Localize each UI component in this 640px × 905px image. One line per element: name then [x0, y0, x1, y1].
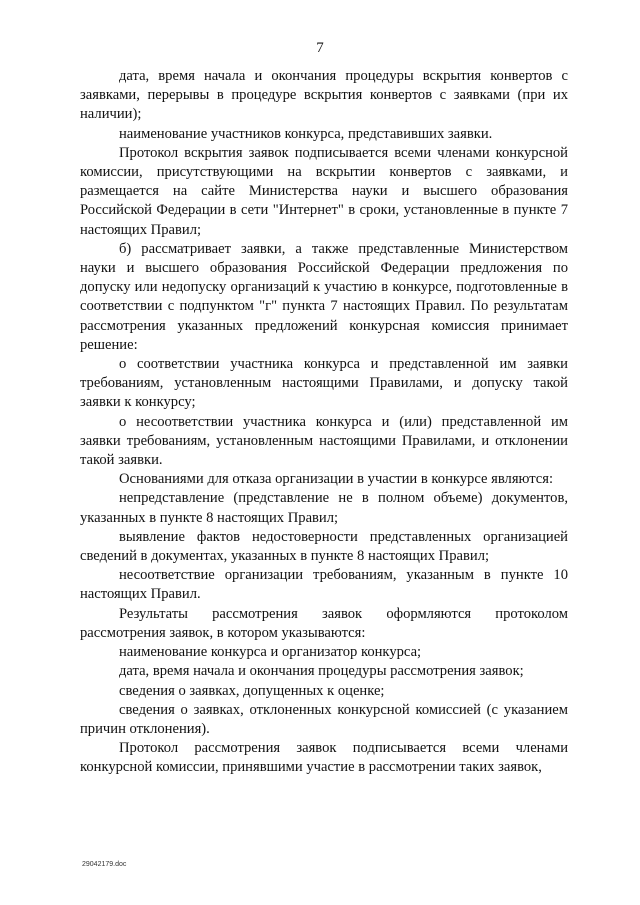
paragraph: непредставление (представление не в полном объеме) документов, указанных в пункте 8 настоящих Правил;: [80, 490, 568, 526]
paragraph: выявление фактов недостоверности представленных организацией сведений в документах, указанных в пункте 8 настоящих Правил;: [80, 528, 568, 565]
paragraph: Основаниями для отказа организации в участии в конкурсе являются:: [119, 471, 554, 488]
paragraph: сведения о заявках, допущенных к оценке;: [119, 682, 385, 699]
paragraph: несоответствие организации требованиям, указанным в пункте 10 настоящих Правил.: [80, 567, 568, 603]
paragraph: дата, время начала и окончания процедуры вскрытия конвертов с заявками, перерывы в процедуре вскрытия конвертов с заявками (при их наличии);: [80, 68, 568, 123]
paragraph: наименование конкурса и организатор конкурса;: [119, 644, 422, 661]
page-number: 7: [316, 40, 324, 56]
paragraph: сведения о заявках, отклоненных конкурсной комиссией (с указанием причин отклонения).: [80, 701, 568, 737]
paragraph: Протокол рассмотрения заявок подписывается всеми членами конкурсной комиссии, принявшими участие в рассмотрении таких заявок,: [80, 740, 568, 776]
paragraph: Протокол вскрытия заявок подписывается всеми членами конкурсной комиссии, присутствующими на вскрытии конвертов с заявками, и размещается на сайте Министерства науки и высшего образования Российской Федерации в сети "Интернет" в сроки, установленные в пункте 7 настоящих Правил;: [80, 144, 568, 238]
footer-filename: 29042179.doc: [82, 861, 127, 868]
paragraph: б) рассматривает заявки, а также представленные Министерством науки и высшего образования Российской Федерации предложения по допуску или недопуску организаций к участию в конкурсе, подготовленные в соответствии с подпунктом "г" пункта 7 настоящих Правил. По результатам рассмотрения указанных предложений конкурсная комиссия принимает решение:: [80, 240, 568, 353]
document-body: [80, 67, 568, 778]
paragraph: Результаты рассмотрения заявок оформляются протоколом рассмотрения заявок, в котором указываются:: [80, 605, 568, 641]
paragraph: о соответствии участника конкурса и представленной им заявки требованиям, установленным настоящими Правилами, и допуску такой заявки к конкурсу;: [80, 356, 568, 411]
paragraph: дата, время начала и окончания процедуры рассмотрения заявок;: [119, 663, 524, 680]
paragraph: о несоответствии участника конкурса и (или) представленной им заявки требованиям, установленным настоящими Правилами, и отклонении такой заявки.: [80, 413, 568, 469]
paragraph: наименование участников конкурса, представивших заявки.: [119, 125, 493, 142]
